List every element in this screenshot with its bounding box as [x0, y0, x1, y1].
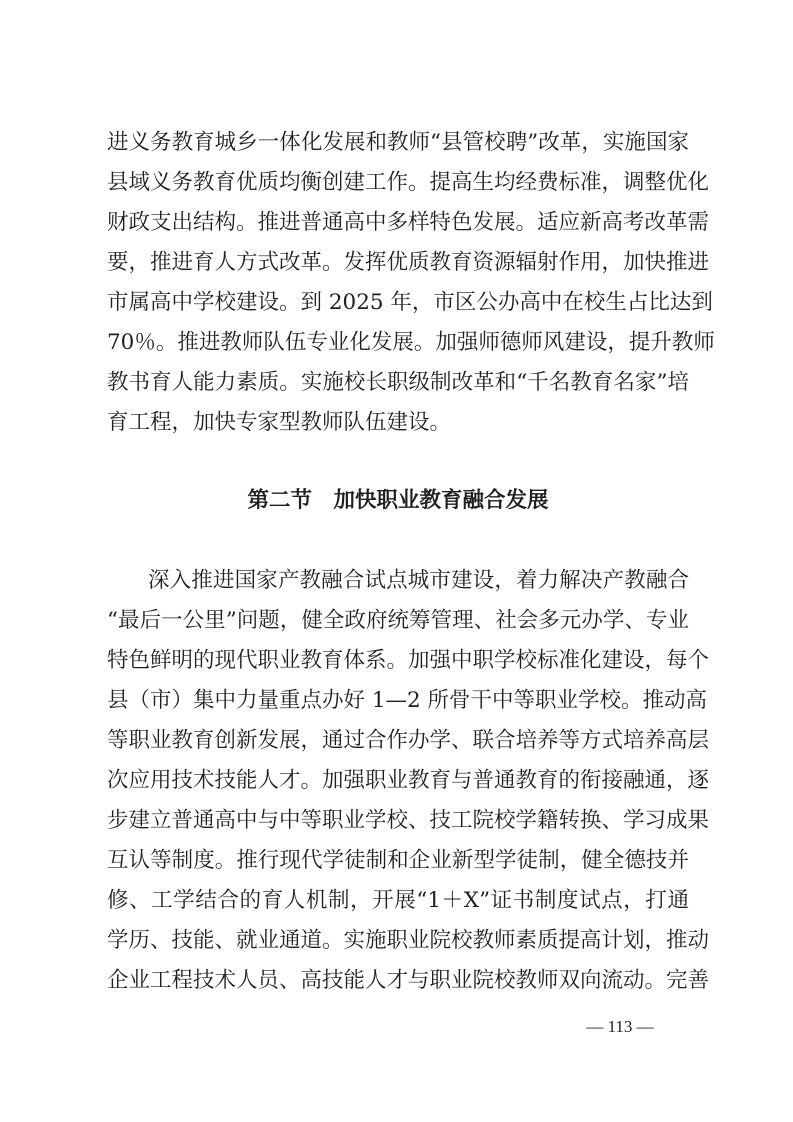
- paragraph-1-line: 财政支出结构。推进普通高中多样特色发展。适应新高考改革需: [107, 210, 710, 235]
- paragraph-2-line: “最后一公里”问题，健全政府统筹管理、社会多元办学、专业: [107, 608, 689, 633]
- paragraph-1-line: 教书育人能力素质。实施校长职级制改革和“千名教育名家”培: [107, 370, 689, 395]
- paragraph-2-line: 特色鲜明的现代职业教育体系。加强中职学校标准化建设，每个: [107, 648, 710, 673]
- paragraph-1-line: 育工程，加快专家型教师队伍建设。: [107, 410, 452, 435]
- paragraph-1-line: 市属高中学校建设。到 2025 年，市区公办高中在校生占比达到: [107, 290, 713, 315]
- paragraph-1-line: 县域义务教育优质均衡创建工作。提高生均经费标准，调整优化: [107, 170, 710, 195]
- paragraph-2-line: 深入推进国家产教融合试点城市建设，着力解决产教融合: [148, 568, 689, 593]
- paragraph-1-line: 70％。推进教师队伍专业化发展。加强师德师风建设，提升教师: [107, 330, 715, 355]
- paragraph-2-line: 修、工学结合的育人机制，开展“1＋X”证书制度试点，打通: [107, 888, 689, 913]
- paragraph-2-line: 步建立普通高中与中等职业学校、技工院校学籍转换、学习成果: [107, 808, 710, 833]
- paragraph-1-line: 进义务教育城乡一体化发展和教师“县管校聘”改革，实施国家: [107, 130, 689, 155]
- paragraph-2-line: 等职业教育创新发展，通过合作办学、联合培养等方式培养高层: [107, 728, 710, 753]
- paragraph-2-line: 互认等制度。推行现代学徒制和企业新型学徒制，健全德技并: [107, 848, 689, 873]
- section-heading: 第二节 加快职业教育融合发展: [247, 488, 549, 513]
- paragraph-1-line: 要，推进育人方式改革。发挥优质教育资源辐射作用，加快推进: [107, 250, 710, 275]
- paragraph-2-line: 学历、技能、就业通道。实施职业院校教师素质提高计划，推动: [107, 928, 710, 953]
- paragraph-2-line: 次应用技术技能人才。加强职业教育与普通教育的衔接融通，逐: [107, 768, 710, 793]
- paragraph-2-line: 县（市）集中力量重点办好 1—2 所骨干中等职业学校。推动高: [107, 688, 708, 713]
- paragraph-2-line: 企业工程技术人员、高技能人才与职业院校教师双向流动。完善: [107, 968, 710, 993]
- page-number: — 113 —: [586, 1017, 654, 1036]
